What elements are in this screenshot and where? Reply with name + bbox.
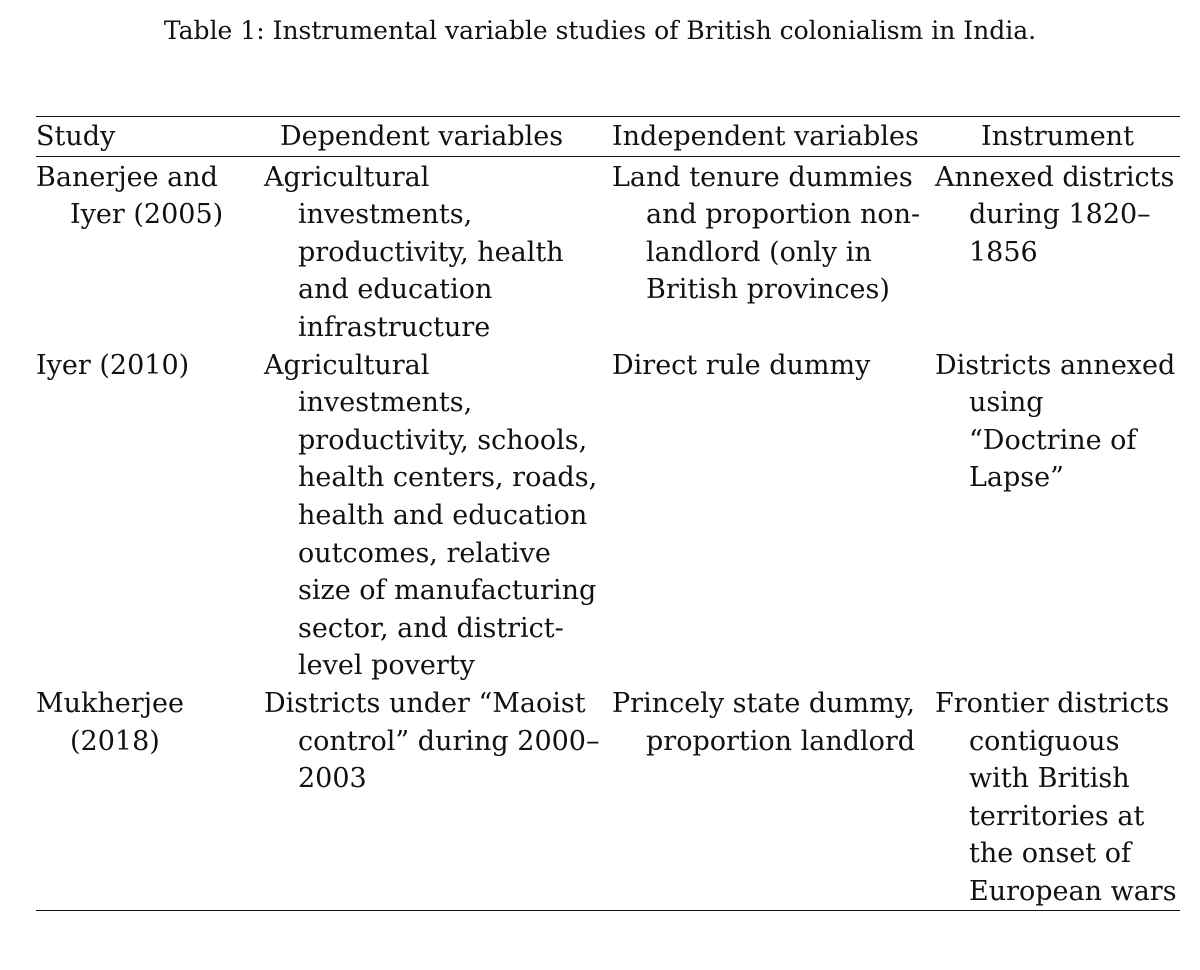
table-body bbox=[36, 156, 1180, 910]
studies-table bbox=[36, 117, 1180, 910]
table-row bbox=[36, 685, 1180, 911]
instrument-text: Frontier districts contiguous with British territories at the onset of European wars bbox=[935, 687, 1177, 907]
dependent-text: Agricultural investments, productivity, schools, health centers, roads, health and education outcomes, relative size of manufacturing sector, and district-level poverty bbox=[264, 349, 598, 682]
cell-instrument bbox=[935, 347, 1180, 685]
table-caption: Table 1: Instrumental variable studies of British colonialism in India. bbox=[163, 16, 1037, 45]
header-study: Study bbox=[36, 117, 264, 156]
independent-text: Princely state dummy, proportion landlord bbox=[612, 687, 916, 757]
study-text: Mukherjee (2018) bbox=[36, 687, 184, 757]
table-row bbox=[36, 347, 1180, 685]
header-dependent-variables: Dependent variables bbox=[264, 117, 612, 156]
header-independent-variables: Independent variables bbox=[612, 117, 935, 156]
instrument-text: Districts annexed using “Doctrine of Lapse” bbox=[935, 349, 1176, 494]
table-row bbox=[36, 156, 1180, 346]
cell-study bbox=[36, 347, 264, 685]
cell-independent bbox=[612, 685, 935, 911]
header-row bbox=[36, 117, 1180, 156]
studies-table-container bbox=[36, 116, 1180, 911]
cell-study bbox=[36, 156, 264, 346]
cell-instrument bbox=[935, 685, 1180, 911]
cell-dependent bbox=[264, 156, 612, 346]
cell-independent bbox=[612, 347, 935, 685]
cell-independent bbox=[612, 156, 935, 346]
dependent-text: Agricultural investments, productivity, health and education infrastructure bbox=[264, 161, 564, 343]
instrument-text: Annexed districts during 1820–1856 bbox=[935, 161, 1175, 268]
cell-instrument bbox=[935, 156, 1180, 346]
independent-text: Direct rule dummy bbox=[612, 349, 871, 381]
cell-study bbox=[36, 685, 264, 911]
study-text: Banerjee and Iyer (2005) bbox=[36, 161, 224, 231]
dependent-text: Districts under “Maoist control” during 2000–2003 bbox=[264, 687, 600, 795]
header-instrument: Instrument bbox=[935, 117, 1180, 156]
cell-dependent bbox=[264, 685, 612, 911]
independent-text: Land tenure dummies and proportion non-landlord (only in British provinces) bbox=[612, 161, 921, 306]
table-header bbox=[36, 117, 1180, 156]
cell-dependent bbox=[264, 347, 612, 685]
study-text: Iyer (2010) bbox=[36, 349, 190, 381]
